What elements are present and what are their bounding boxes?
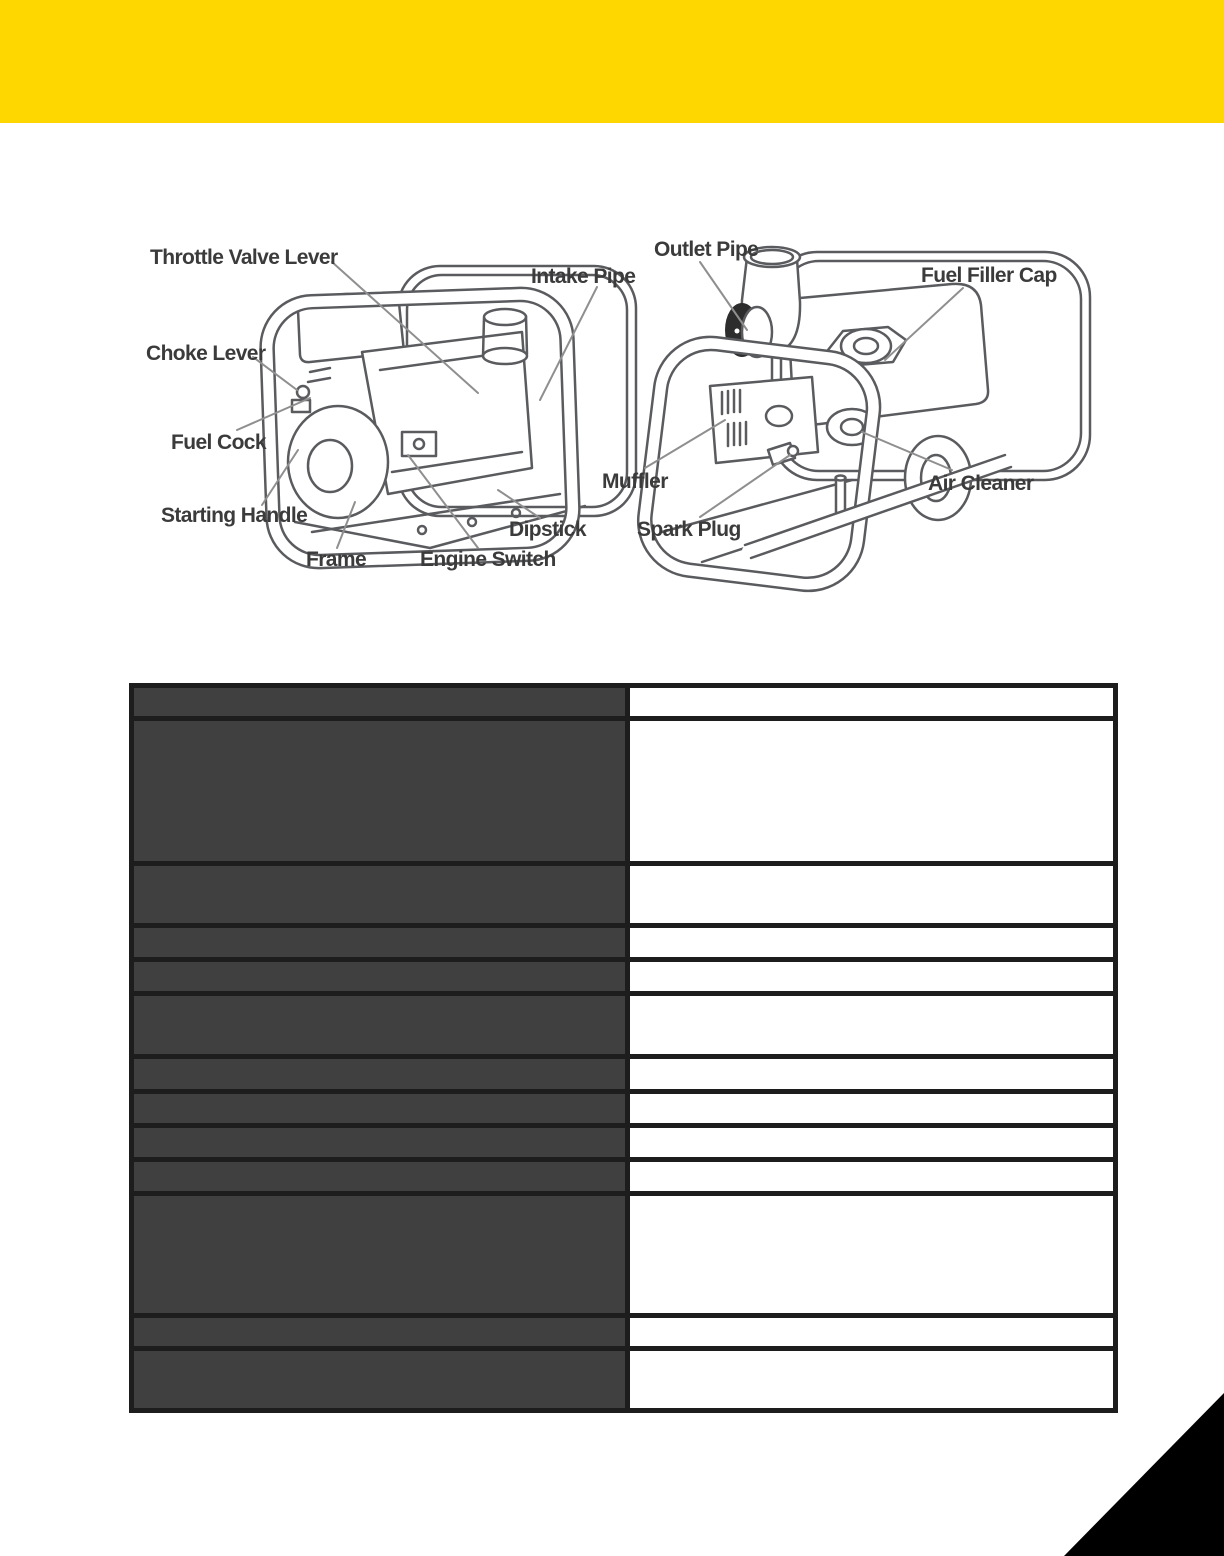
spec-value-cell (630, 962, 1113, 991)
label-fuel-cock: Fuel Cock (171, 431, 266, 454)
spec-value-cell (630, 688, 1113, 716)
pump-right-art (632, 247, 1090, 597)
spec-table (129, 683, 1118, 1413)
spec-value-cell (630, 721, 1113, 861)
label-spark-plug: Spark Plug (637, 518, 741, 541)
table-row (134, 688, 1113, 721)
table-row (134, 721, 1113, 866)
table-row (134, 1162, 1113, 1196)
spec-name-cell (134, 996, 630, 1054)
label-starting-handle: Starting Handle (161, 504, 308, 527)
spec-value-cell (630, 996, 1113, 1054)
spec-name-cell (134, 1196, 630, 1313)
table-row (134, 1318, 1113, 1351)
spec-value-cell (630, 1318, 1113, 1346)
spec-value-cell (630, 866, 1113, 923)
table-row (134, 928, 1113, 962)
spec-value-cell (630, 928, 1113, 957)
spec-name-cell (134, 962, 630, 991)
table-row (134, 1094, 1113, 1128)
table-row (134, 1128, 1113, 1162)
label-engine-switch: Engine Switch (420, 548, 556, 571)
label-throttle-valve-lever: Throttle Valve Lever (150, 246, 338, 269)
spec-name-cell (134, 1162, 630, 1191)
label-choke-lever: Choke Lever (146, 342, 266, 365)
label-muffler: Muffler (602, 470, 668, 493)
table-row (134, 1351, 1113, 1408)
label-intake-pipe: Intake Pipe (531, 265, 636, 288)
table-row (134, 962, 1113, 996)
spec-name-cell (134, 1128, 630, 1157)
spec-name-cell (134, 866, 630, 923)
spec-name-cell (134, 721, 630, 861)
spec-value-cell (630, 1196, 1113, 1313)
label-outlet-pipe: Outlet Pipe (654, 238, 759, 261)
label-frame: Frame (306, 548, 367, 571)
spec-name-cell (134, 1318, 630, 1346)
label-air-cleaner: Air Cleaner (928, 472, 1034, 495)
spec-name-cell (134, 1094, 630, 1123)
spec-value-cell (630, 1351, 1113, 1408)
label-fuel-filler-cap: Fuel Filler Cap (921, 264, 1057, 287)
spec-value-cell (630, 1094, 1113, 1123)
spec-value-cell (630, 1128, 1113, 1157)
spec-value-cell (630, 1059, 1113, 1089)
table-row (134, 1059, 1113, 1094)
spec-name-cell (134, 1351, 630, 1408)
table-row (134, 1196, 1113, 1318)
label-dipstick: Dipstick (509, 518, 586, 541)
table-row (134, 996, 1113, 1059)
page-corner-triangle (1064, 1393, 1224, 1556)
spec-value-cell (630, 1162, 1113, 1191)
spec-name-cell (134, 1059, 630, 1089)
spec-name-cell (134, 928, 630, 957)
spec-name-cell (134, 688, 630, 716)
table-row (134, 866, 1113, 928)
pump-diagrams-figure (0, 0, 1224, 640)
